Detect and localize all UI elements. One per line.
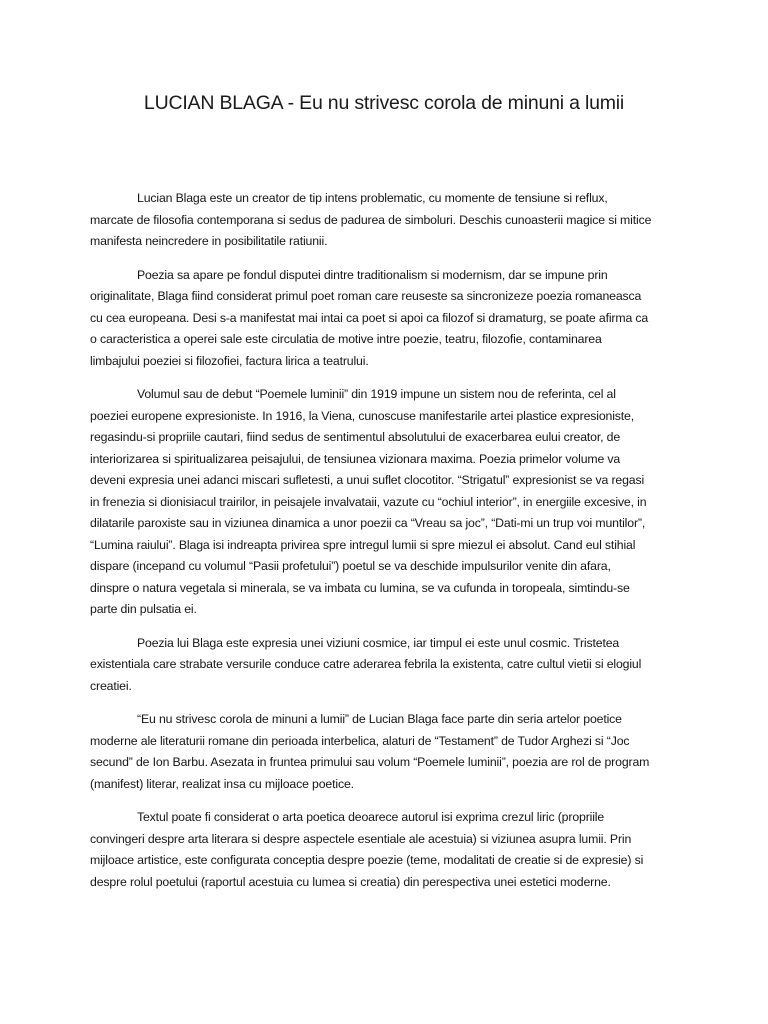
paragraph: Textul poate fi considerat o arta poetica deoarece autorul isi exprima crezul liric (propriile convingeri despre arta literara si despre aspectele esentiale ale acestuia) si viziunea asupra lumii. Prin mijloace artistice, este configurata conceptia despre poezie (teme, modalitati de creatie si de expresie) si despre rolul poetului (raportul acestuia cu lumea si creatia) din perespectiva unei estetici moderne. [90, 810, 644, 889]
paragraph: Poezia sa apare pe fondul disputei dintre traditionalism si modernism, dar se impune prin originalitate, Blaga fiind considerat primul poet roman care reuseste sa sincronizeze poezia romaneasca cu cea europeana. Desi s-a manifestat mai intai ca poet si apoi ca filozof si dramaturg, se poate afirma ca o caracteristica a operei sale este circulatia de motive intre poezie, teatru, filozofie, contaminarea limbajului poeziei si filozofiei, factura lirica a teatrului. [90, 267, 649, 368]
paragraph: Volumul sau de debut “Poemele luminii” din 1919 impune un sistem nou de referinta, cel al poeziei europene expresioniste. In 1916, la Viena, cunoscuse manifestarile artei plastice expresioniste, regasindu-si propriile cautari, fiind sedus de sentimentul absolutului de exacerbarea eului creator, de interiorizarea si spiritualizarea peisajului, de tensiunea vizionara maxima. Poezia primelor volume va deveni expresia unei adanci miscari sufletesti, a unui suflet clocotitor. “Strigatul” expresionist se va regasi in frenezia si dionisiacul trairilor, in peisajele invalvataii, vazute cu “ochiul interior”, in energiile excesive, in dilatarile paroxiste sau in viziunea dinamica a unor poezii ca “Vreau sa joc”, “Dati-mi un trup voi muntilor”, “Lumina raiului”. Blaga isi indreapta privirea spre intregul lumii si spre miezul ei absolut. Cand eul stihial dispare (incepand cu volumul “Pasii profetului”) poetul se va deschide impulsurilor venite din afara, dinspre o natura vegetala si minerala, se va imbata cu lumina, se va cufunda in toropeala, simtindu-se parte din pulsatia ei. [90, 387, 647, 616]
document-body [90, 188, 652, 905]
paragraph: Poezia lui Blaga este expresia unei viziuni cosmice, iar timpul ei este unul cosmic. Tristetea existentiala care strabate versurile conduce catre aderarea febrila la existenta, catre cultul vietii si elogiul creatiei. [90, 635, 642, 693]
paragraph: Lucian Blaga este un creator de tip intens problematic, cu momente de tensiune si reflux, marcate de filosofia contemporana si sedus de padurea de simboluri. Deschis cunoasterii magice si mitice manifesta neincredere in posibilitatile ratiunii. [90, 191, 652, 248]
paragraph: “Eu nu strivesc corola de minuni a lumii” de Lucian Blaga face parte din seria artelor poetice moderne ale literaturii romane din perioada interbelica, alaturi de “Testament” de Tudor Arghezi si “Joc secund” de Ion Barbu. Asezata in fruntea primului sau volum “Poemele luminii”, poezia are rol de program (manifest) literar, realizat insa cu mijloace poetice. [90, 712, 650, 791]
document-title: LUCIAN BLAGA - Eu nu strivesc corola de minuni a lumii [143, 92, 625, 114]
